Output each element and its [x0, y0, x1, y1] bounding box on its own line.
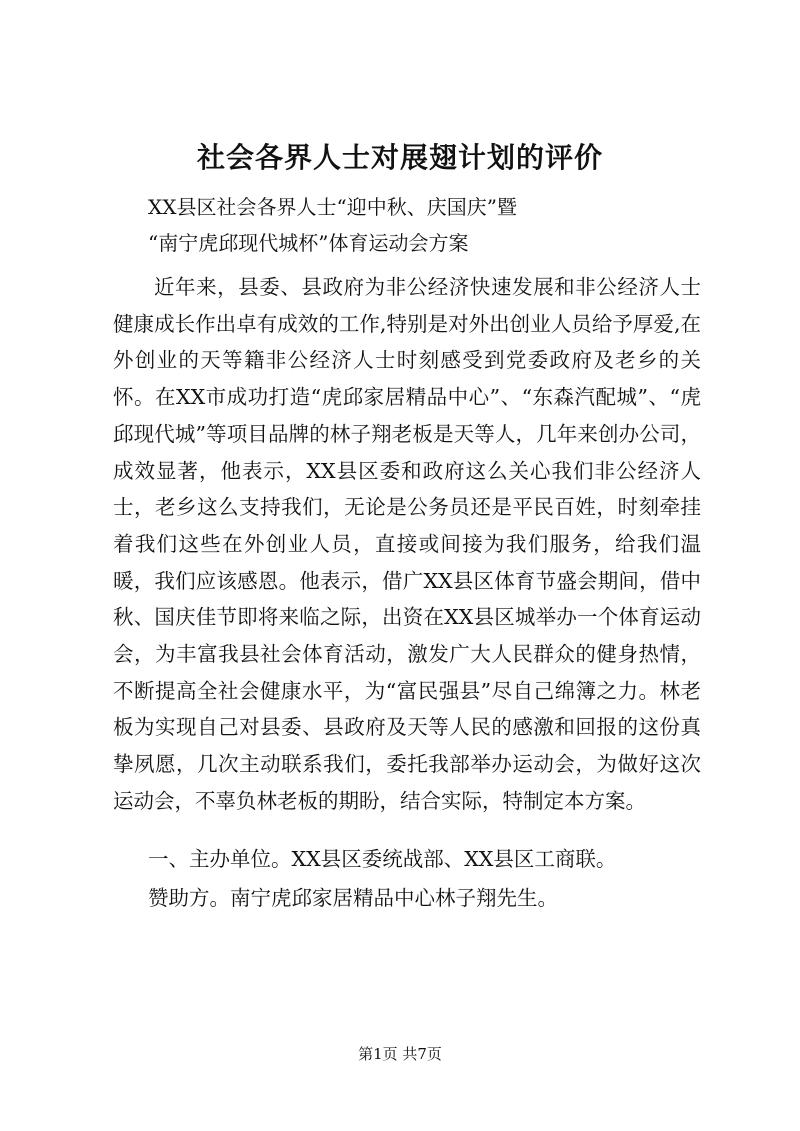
document-title: 社会各界人士对展翅计划的评价: [196, 141, 603, 174]
section-sponsor: 赞助方。南宁虎邱家居精品中心林子翔先生。: [148, 886, 558, 910]
page-number-label: 第1页 共7页: [358, 1045, 442, 1063]
subtitle-line-2: “南宁虎邱现代城杯”体育运动会方案: [148, 231, 469, 255]
section-organizer: 一、主办单位。XX县区委统战部、XX县区工商联。: [148, 847, 617, 871]
body-paragraph: 近年来，县委、县政府为非公经济快速发展和非公经济人士健康成长作出卓有成效的工作,特别是对外出创业人员给予厚爱,在外创业的天等籍非公经济人士时刻感受到党委政府及老乡的关怀。在XX市成功打造“虎邱家居精品中心”、“东森汽配城”、“虎邱现代城”等项目品牌的林子翔老板是天等人，几年来创办公司，成效显著，他表示，XX县区委和政府这么关心我们非公经济人士，老乡这么支持我们，无论是公务员还是平民百姓，时刻牵挂着我们这些在外创业人员，直接或间接为我们服务，给我们温暖，我们应该感恩。他表示，借广XX县区体育节盛会期间，借中秋、国庆佳节即将来临之际，出资在XX县区城举办一个体育运动会，为丰富我县社会体育活动，激发广大人民群众的健身热情，不断提高全社会健康水平，为“富民强县”尽自己绵簿之力。林老板为实现自己对县委、县政府及天等人民的感激和回报的这份真挚夙愿，几次主动联系我们，委托我部举办运动会，为做好这次运动会，不辜负林老板的期盼，结合实际，特制定本方案。: [113, 275, 701, 813]
page-footer: [0, 1044, 800, 1064]
subtitle-line-1: XX县区社会各界人士“迎中秋、庆国庆”暨: [148, 195, 517, 219]
